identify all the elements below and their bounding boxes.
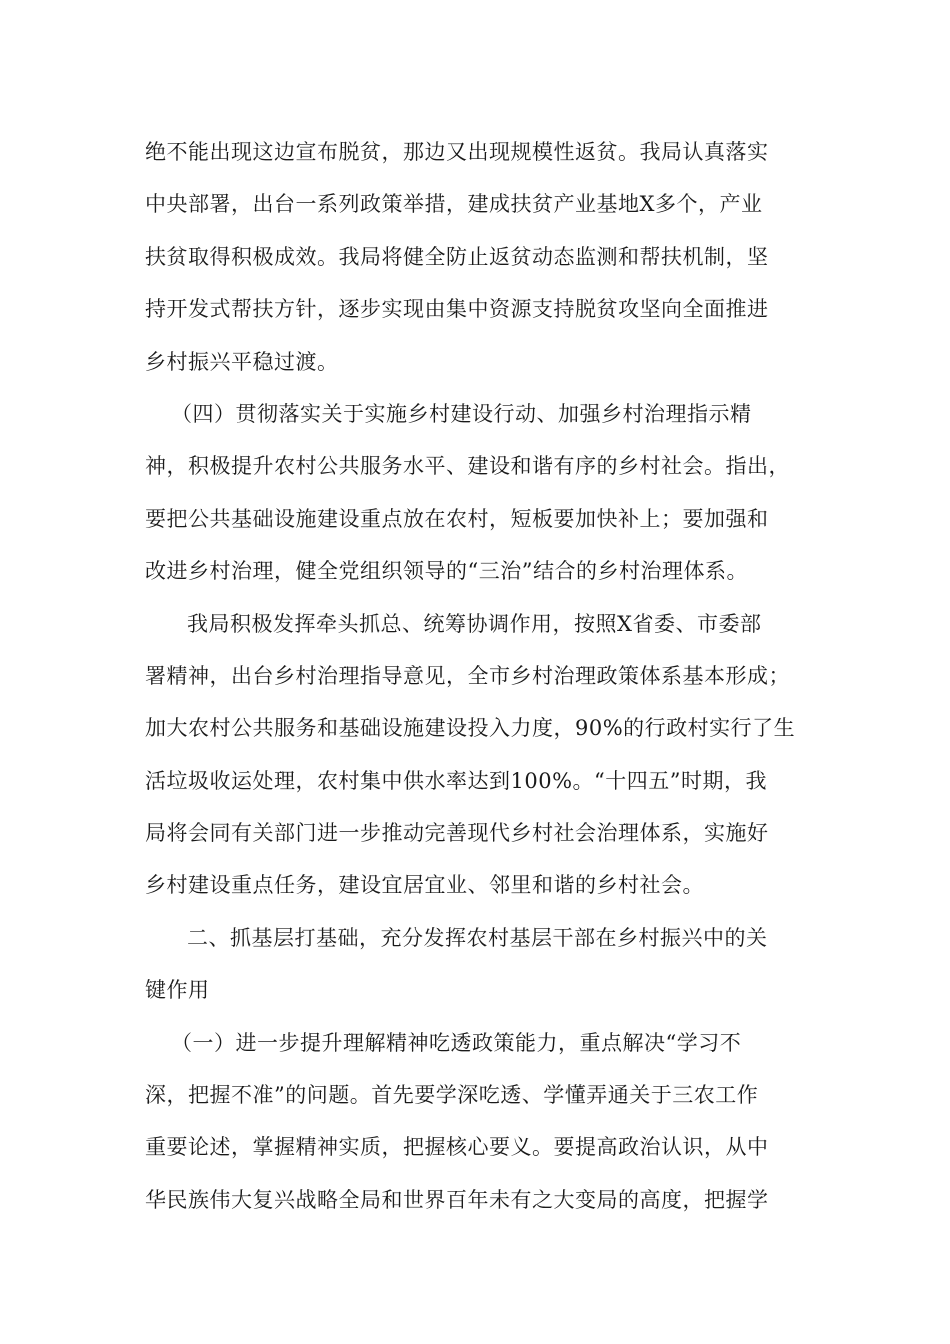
text-line: 绝不能出现这边宣布脱贫，那边又出现规模性返贫。我局认真落实 bbox=[145, 140, 769, 164]
text-line: 乡村振兴平稳过渡。 bbox=[145, 349, 339, 374]
text-line: 中央部署，出台一系列政策举措，建成扶贫产业基地X多个，产业 bbox=[145, 192, 763, 217]
text-line: 乡村建设重点任务，建设宜居宜业、邻里和谐的乡村社会。 bbox=[145, 873, 704, 898]
document-body bbox=[145, 126, 805, 1226]
text-line: 华民族伟大复兴战略全局和世界百年未有之大变局的高度，把握学 bbox=[145, 1187, 769, 1212]
text-line: 扶贫取得积极成效。我局将健全防止返贫动态监测和帮扶机制，坚 bbox=[145, 244, 769, 269]
text-line: 持开发式帮扶方针，逐步实现由集中资源支持脱贫攻坚向全面推进 bbox=[145, 297, 769, 322]
text-line: 活垃圾收运处理，农村集中供水率达到100%。“十四五”时期，我 bbox=[145, 768, 768, 793]
text-line: 署精神，出台乡村治理指导意见，全市乡村治理政策体系基本形成； bbox=[145, 663, 790, 688]
section-heading-line: 键作用 bbox=[145, 978, 210, 1003]
text-line: 要把公共基础设施建设重点放在农村，短板要加快补上；要加强和 bbox=[145, 506, 769, 531]
section-heading-line: （四）贯彻落实关于实施乡村建设行动、加强乡村治理指示精 bbox=[171, 401, 752, 426]
text-line: 重要论述，掌握精神实质，把握核心要义。要提高政治认识，从中 bbox=[145, 1135, 769, 1160]
subsection-heading-line: （一）进一步提升理解精神吃透政策能力，重点解决“学习不 bbox=[171, 1030, 742, 1055]
text-line: 改进乡村治理，健全党组织领导的“三治”结合的乡村治理体系。 bbox=[145, 559, 748, 584]
text-line: 局将会同有关部门进一步推动完善现代乡村社会治理体系，实施好 bbox=[145, 821, 769, 846]
text-line: 加大农村公共服务和基础设施建设投入力度，90%的行政村实行了生 bbox=[145, 716, 796, 741]
text-line: 神，积极提升农村公共服务水平、建设和谐有序的乡村社会。指出， bbox=[145, 454, 790, 479]
paragraph-start-line: 我局积极发挥牵头抓总、统筹协调作用，按照X省委、市委部 bbox=[187, 611, 762, 636]
section-heading-line: 二、抓基层打基础，充分发挥农村基层干部在乡村振兴中的关 bbox=[187, 925, 768, 950]
text-line: 深，把握不准”的问题。首先要学深吃透、学懂弄通关于三农工作 bbox=[145, 1083, 759, 1108]
